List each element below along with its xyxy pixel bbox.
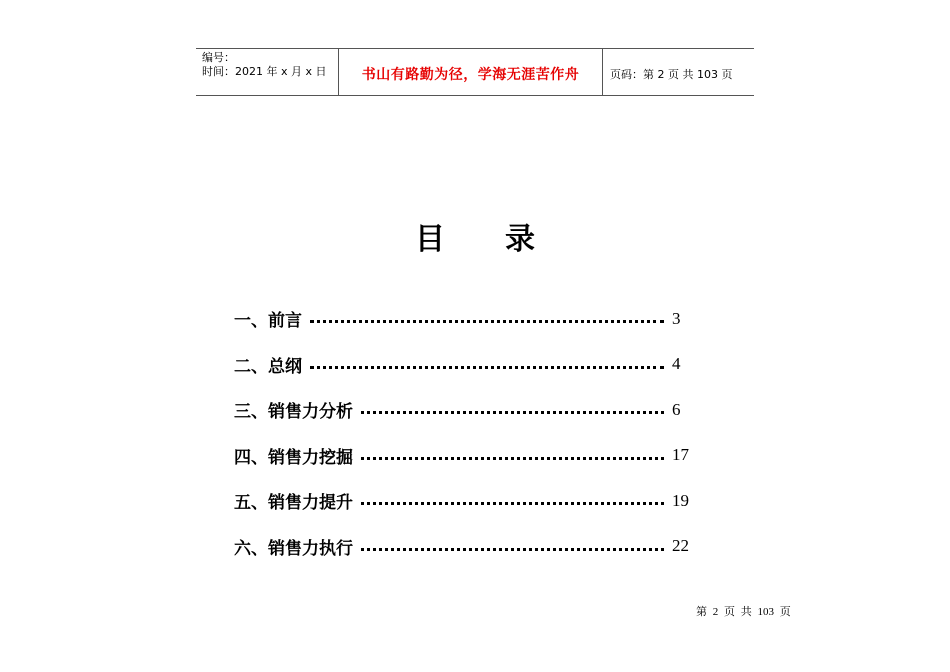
toc-item-label: 四、销售力挖掘 <box>234 447 353 468</box>
toc-item-page: 22 <box>672 536 689 556</box>
toc-item-label: 二、总纲 <box>234 356 302 377</box>
toc-item-page: 3 <box>672 308 681 328</box>
header-meta <box>202 51 327 79</box>
toc-item-label: 一、前言 <box>234 311 302 332</box>
toc-leader-dots <box>310 320 664 323</box>
toc-item[interactable] <box>234 296 694 342</box>
header-id-label: 编号： <box>202 51 235 64</box>
toc-leader-dots <box>310 366 664 369</box>
toc-item-page: 17 <box>672 445 689 465</box>
page-header <box>196 48 754 96</box>
header-divider <box>602 49 603 95</box>
toc-item-label: 五、销售力提升 <box>234 493 353 514</box>
toc-item[interactable] <box>234 433 694 479</box>
toc-item[interactable] <box>234 342 694 388</box>
toc-item-page: 4 <box>672 354 681 374</box>
toc-item-label: 三、销售力分析 <box>234 402 353 423</box>
header-date: 时间：2021 年 x 月 x 日 <box>202 65 327 78</box>
toc-item-label: 六、销售力执行 <box>234 538 353 559</box>
toc-item[interactable] <box>234 387 694 433</box>
header-motto: 书山有路勤为径，学海无涯苦作舟 <box>361 67 580 83</box>
toc-leader-dots <box>361 411 664 414</box>
toc-item-page: 19 <box>672 490 689 510</box>
toc-title: 目录 <box>415 222 595 257</box>
header-page-info: 页码：第 2 页 共 103 页 <box>610 68 733 81</box>
page-footer: 第 2 页 共 103 页 <box>696 606 791 618</box>
table-of-contents <box>234 296 694 569</box>
toc-leader-dots <box>361 502 664 505</box>
toc-item[interactable] <box>234 524 694 570</box>
toc-leader-dots <box>361 457 664 460</box>
toc-item-page: 6 <box>672 399 681 419</box>
toc-item[interactable] <box>234 478 694 524</box>
toc-leader-dots <box>361 548 664 551</box>
